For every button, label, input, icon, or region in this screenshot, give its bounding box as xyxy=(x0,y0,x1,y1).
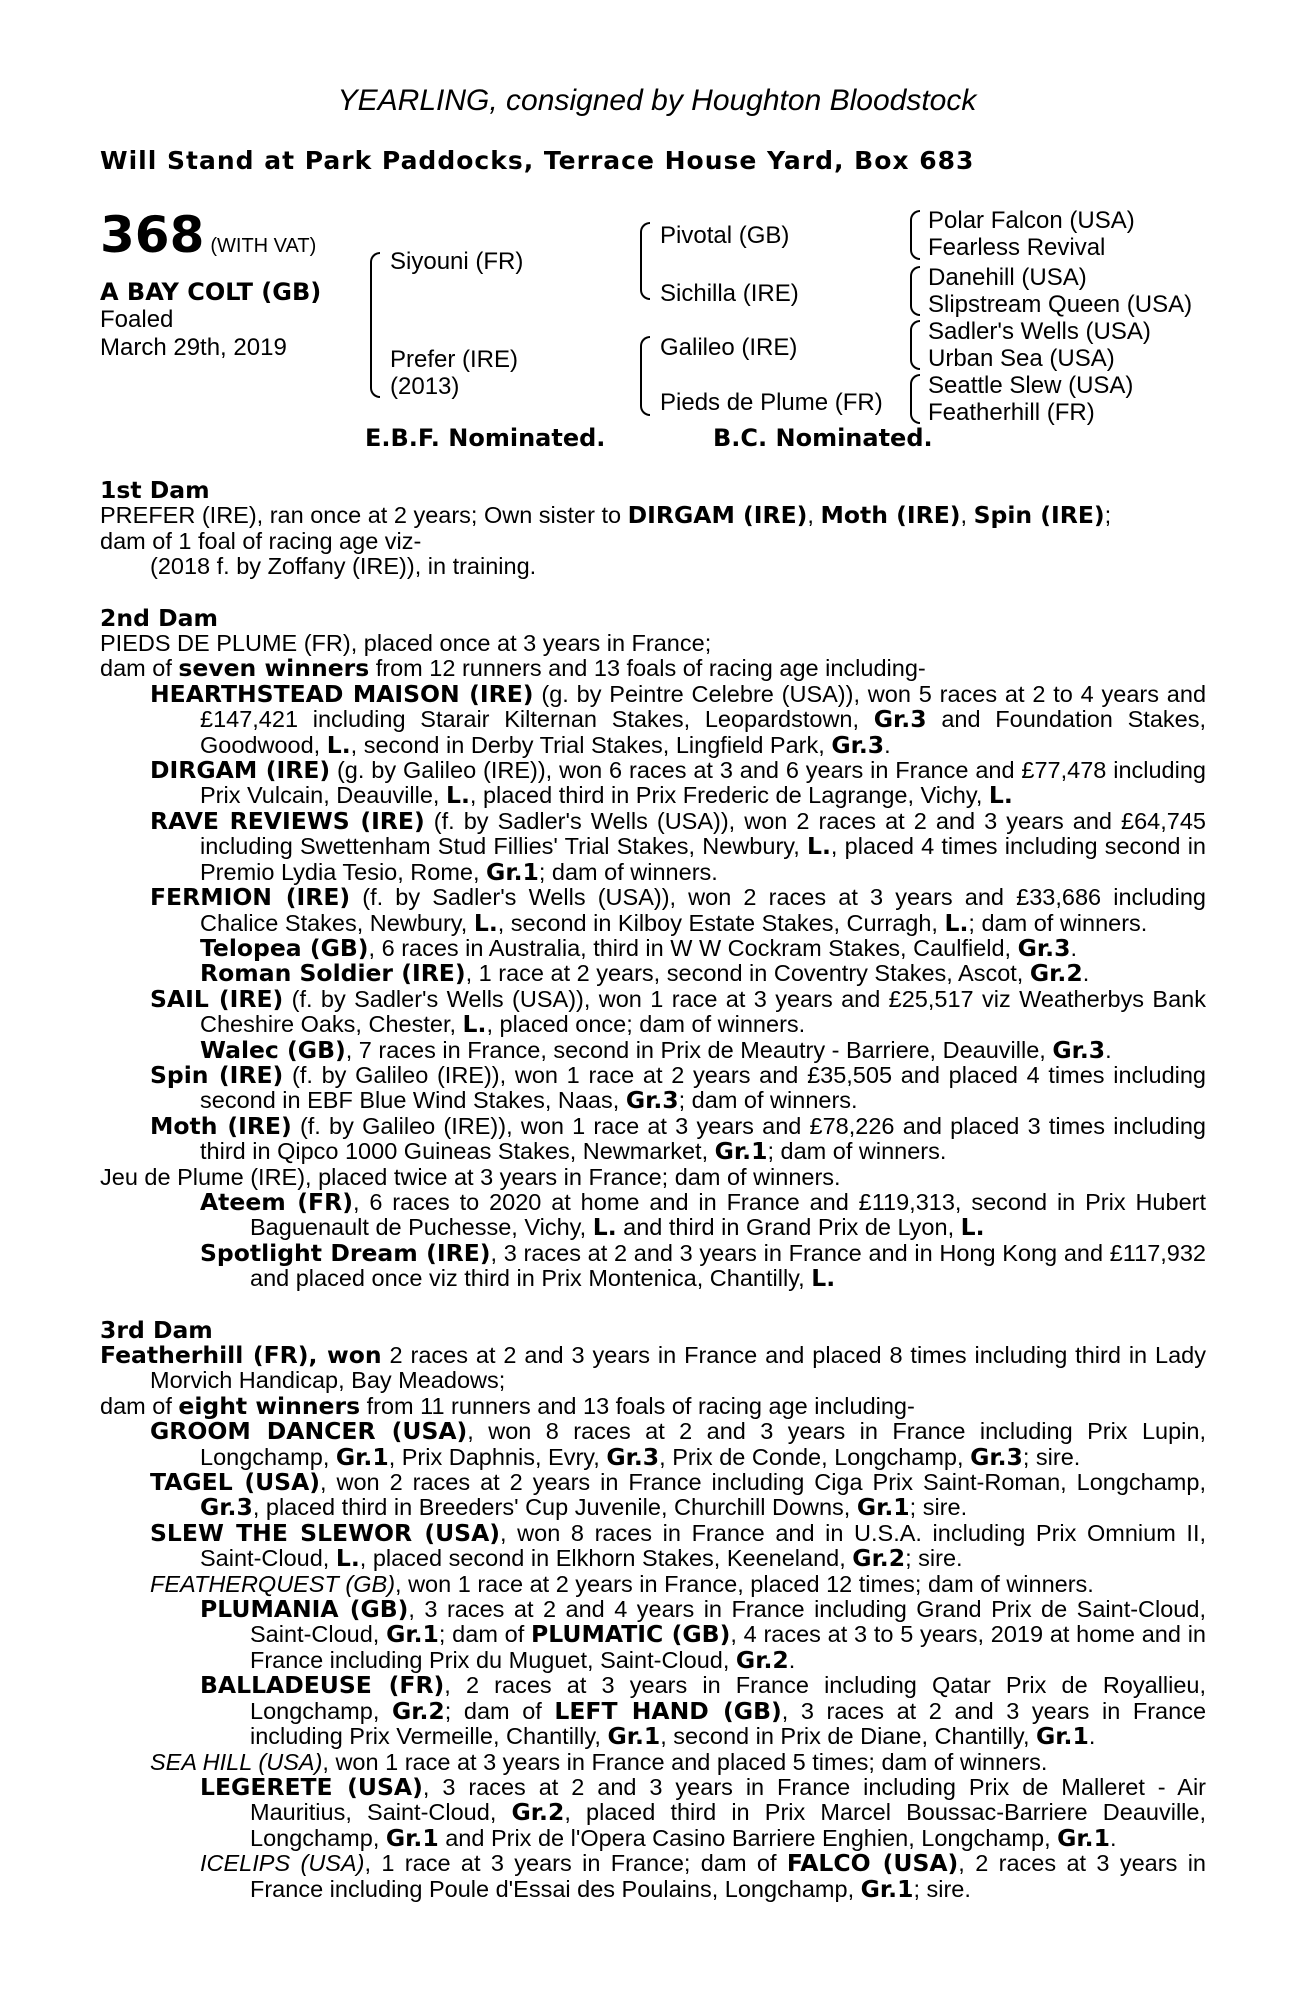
progeny-sub-entry: Telopea (GB), 6 races in Australia, third in W W Cockram Stakes, Caulfield, Gr.3. xyxy=(200,933,1077,962)
progeny-sub-entry: Spotlight Dream (IRE), 3 races at 2 and 3 years in France and in Hong Kong and £117,932 and placed once viz third in Prix Montenica, Chantilly, L. xyxy=(200,1238,1207,1293)
progeny-sub-entry: Ateem (FR), 6 races to 2020 at home and in France and £119,313, second in Prix Hubert Baguenault de Puchesse, Vichy, L. and third in Grand Prix de Lyon, L. xyxy=(200,1187,1206,1242)
first-dam-foal: (2018 f. by Zoffany (IRE)), in training. xyxy=(150,553,537,580)
third-dam-produce: dam of eight winners from 11 runners and 13 foals of racing age including- xyxy=(100,1391,915,1420)
pedigree-dam-year: (2013) xyxy=(390,373,460,400)
pedigree-brace xyxy=(640,336,650,416)
pedigree-brace xyxy=(370,252,380,398)
progeny-entry: FERMION (IRE) (f. by Sadler's Wells (USA)), won 2 races at 3 years and £33,686 including Chalice Stakes, Newbury, L., second in Kilboy Estate Stakes, Curragh, L.; dam of winners. xyxy=(150,883,1206,937)
pedigree-notes xyxy=(100,478,1206,1902)
pedigree-sdd: Slipstream Queen (USA) xyxy=(928,291,1193,318)
pedigree-sire: Siyouni (FR) xyxy=(390,248,524,275)
progeny-entry: DIRGAM (IRE) (g. by Galileo (IRE)), won 6 races at 3 and 6 years in France and £77,478 including Prix Vulcain, Deauville, L., placed third in Prix Frederic de Lagrange, Vichy, L. xyxy=(150,756,1206,810)
pedigree-dds: Seattle Slew (USA) xyxy=(928,372,1134,399)
pedigree-brace xyxy=(910,374,920,424)
progeny-entry: FEATHERQUEST (GB), won 1 race at 2 years in France, placed 12 times; dam of winners. xyxy=(150,1570,1094,1597)
progeny-entry: SAIL (IRE) (f. by Sadler's Wells (USA)), won 1 race at 3 years and £25,517 viz Weatherbys Bank Cheshire Oaks, Chester, L., placed once; dam of winners. xyxy=(150,984,1207,1039)
pedigree-sss: Polar Falcon (USA) xyxy=(928,207,1135,234)
pedigree-ssd: Fearless Revival xyxy=(928,234,1106,261)
lot-number: 368 xyxy=(100,206,205,264)
progeny-entry: Spin (IRE) (f. by Galileo (IRE)), won 1 race at 2 years and £35,505 and placed 4 times including second in EBF Blue Wind Stakes, Naas, Gr.3; dam of winners. xyxy=(150,1060,1206,1115)
section-heading: 2nd Dam xyxy=(100,603,218,632)
pedigree-brace xyxy=(910,210,920,260)
first-dam-section xyxy=(100,478,1206,580)
horse-name: A BAY COLT (GB) xyxy=(100,278,322,306)
foaled-date: March 29th, 2019 xyxy=(100,334,287,361)
progeny-sub-entry: LEGERETE (USA), 3 races at 2 and 3 years in France including Prix de Malleret - Air Mauritius, Saint-Cloud, Gr.2, placed third in Prix Marcel Boussac-Barriere Deauville, Longchamp, Gr.1 and Prix de l'Opera Casino Barriere Enghien, Longchamp, Gr.1. xyxy=(200,1772,1206,1852)
horse-info xyxy=(100,278,321,362)
progeny-entry: Jeu de Plume (IRE), placed twice at 3 years in France; dam of winners. xyxy=(100,1163,841,1190)
pedigree-ddd: Featherhill (FR) xyxy=(928,399,1095,426)
foaled-label: Foaled xyxy=(100,306,174,333)
progeny-entry: TAGEL (USA), won 2 races at 2 years in France including Ciga Prix Saint-Roman, Longchamp, Gr.3, placed third in Breeders' Cup Juvenile, Churchill Downs, Gr.1; sire. xyxy=(150,1468,1206,1522)
third-dam-line: Featherhill (FR), won 2 races at 2 and 3 years in France and placed 8 times including third in Lady Morvich Handicap, Bay Meadows; xyxy=(100,1341,1206,1394)
section-heading: 3rd Dam xyxy=(100,1315,213,1344)
progeny-entry: SLEW THE SLEWOR (USA), won 8 races in France and in U.S.A. including Prix Omnium II, Saint-Cloud, L., placed second in Elkhorn Stakes, Keeneland, Gr.2; sire. xyxy=(150,1518,1207,1573)
progeny-sub-entry: BALLADEUSE (FR), 2 races at 3 years in France including Qatar Prix de Royallieu, Longchamp, Gr.2; dam of LEFT HAND (GB), 3 races at 2 and 3 years in France including Prix Vermeille, Chantilly, Gr.1, second in Prix de Diane, Chantilly, Gr.1. xyxy=(200,1671,1207,1751)
first-dam-line: PREFER (IRE), ran once at 2 years; Own sister to DIRGAM (IRE), Moth (IRE), Spin (IRE); xyxy=(100,501,1112,530)
progeny-sub-entry: Walec (GB), 7 races in France, second in Prix de Meautry - Barriere, Deauville, Gr.3. xyxy=(200,1035,1112,1064)
second-dam-section xyxy=(100,603,1207,1293)
progeny-entry: SEA HILL (USA), won 1 race at 3 years in France and placed 5 times; dam of winners. xyxy=(150,1748,1048,1775)
pedigree-sire-dam: Sichilla (IRE) xyxy=(660,280,799,307)
pedigree-dsd: Urban Sea (USA) xyxy=(928,345,1115,372)
first-dam-produce: dam of 1 foal of racing age viz- xyxy=(100,527,422,554)
progeny-entry: Moth (IRE) (f. by Galileo (IRE)), won 1 race at 3 years and £78,226 and placed 3 times including third in Qipco 1000 Guineas Stakes, Newmarket, Gr.1; dam of winners. xyxy=(150,1111,1206,1166)
vat-note: (WITH VAT) xyxy=(210,235,317,257)
progeny-entry: GROOM DANCER (USA), won 8 races at 2 and 3 years in France including Prix Lupin, Longchamp, Gr.1, Prix Daphnis, Evry, Gr.3, Prix de Conde, Longchamp, Gr.3; sire. xyxy=(150,1417,1206,1471)
pedigree-brace xyxy=(640,222,650,300)
progeny-entry: RAVE REVIEWS (IRE) (f. by Sadler's Wells (USA)), won 2 races at 2 and 3 years and £64,745 including Swettenham Stud Fillies' Trial Stakes, Newbury, L., placed 4 times including second in Premio Lydia Tesio, Rome, Gr.1; dam of winners. xyxy=(150,806,1206,886)
page-title: YEARLING, consigned by Houghton Bloodstock xyxy=(337,84,977,117)
second-dam-produce: dam of seven winners from 12 runners and 13 foals of racing age including- xyxy=(100,654,926,683)
progeny-sub-entry: PLUMANIA (GB), 3 races at 2 and 4 years in France including Grand Prix de Saint-Cloud, Saint-Cloud, Gr.1; dam of PLUMATIC (GB), 4 races at 3 to 5 years, 2019 at home and in France including Prix du Muguet, Saint-Cloud, Gr.2. xyxy=(200,1595,1206,1674)
pedigree-dam-dam: Pieds de Plume (FR) xyxy=(660,389,883,416)
pedigree-dam-sire: Galileo (IRE) xyxy=(660,334,798,361)
pedigree-dam: Prefer (IRE) xyxy=(390,346,519,373)
pedigree-sds: Danehill (USA) xyxy=(928,264,1087,291)
stand-location: Will Stand at Park Paddocks, Terrace House Yard, Box 683 xyxy=(100,146,975,175)
pedigree-dss: Sadler's Wells (USA) xyxy=(928,318,1151,345)
second-dam-line: PIEDS DE PLUME (FR), placed once at 3 years in France; xyxy=(100,630,712,657)
progeny-sub-entry: Roman Soldier (IRE), 1 race at 2 years, second in Coventry Stakes, Ascot, Gr.2. xyxy=(200,959,1090,988)
pedigree-brace xyxy=(910,320,920,370)
progeny-entry: HEARTHSTEAD MAISON (IRE) (g. by Peintre Celebre (USA)), won 5 races at 2 to 4 years and £147,421 including Starair Kilternan Stakes, Leopardstown, Gr.3 and Foundation Stakes, Goodwood, L., second in Derby Trial Stakes, Lingfield Park, Gr.3. xyxy=(150,679,1207,759)
pedigree-sire-sire: Pivotal (GB) xyxy=(660,222,790,249)
pedigree-brace xyxy=(910,266,920,316)
progeny-sub-entry: ICELIPS (USA), 1 race at 3 years in France; dam of FALCO (USA), 2 races at 3 years in France including Poule d'Essai des Poulains, Longchamp, Gr.1; sire. xyxy=(200,1849,1206,1903)
section-heading: 1st Dam xyxy=(100,476,210,504)
bc-nomination: B.C. Nominated. xyxy=(713,424,933,452)
third-dam-section xyxy=(100,1315,1207,1903)
ebf-nomination: E.B.F. Nominated. xyxy=(365,424,606,452)
lot-number-block xyxy=(100,206,316,264)
